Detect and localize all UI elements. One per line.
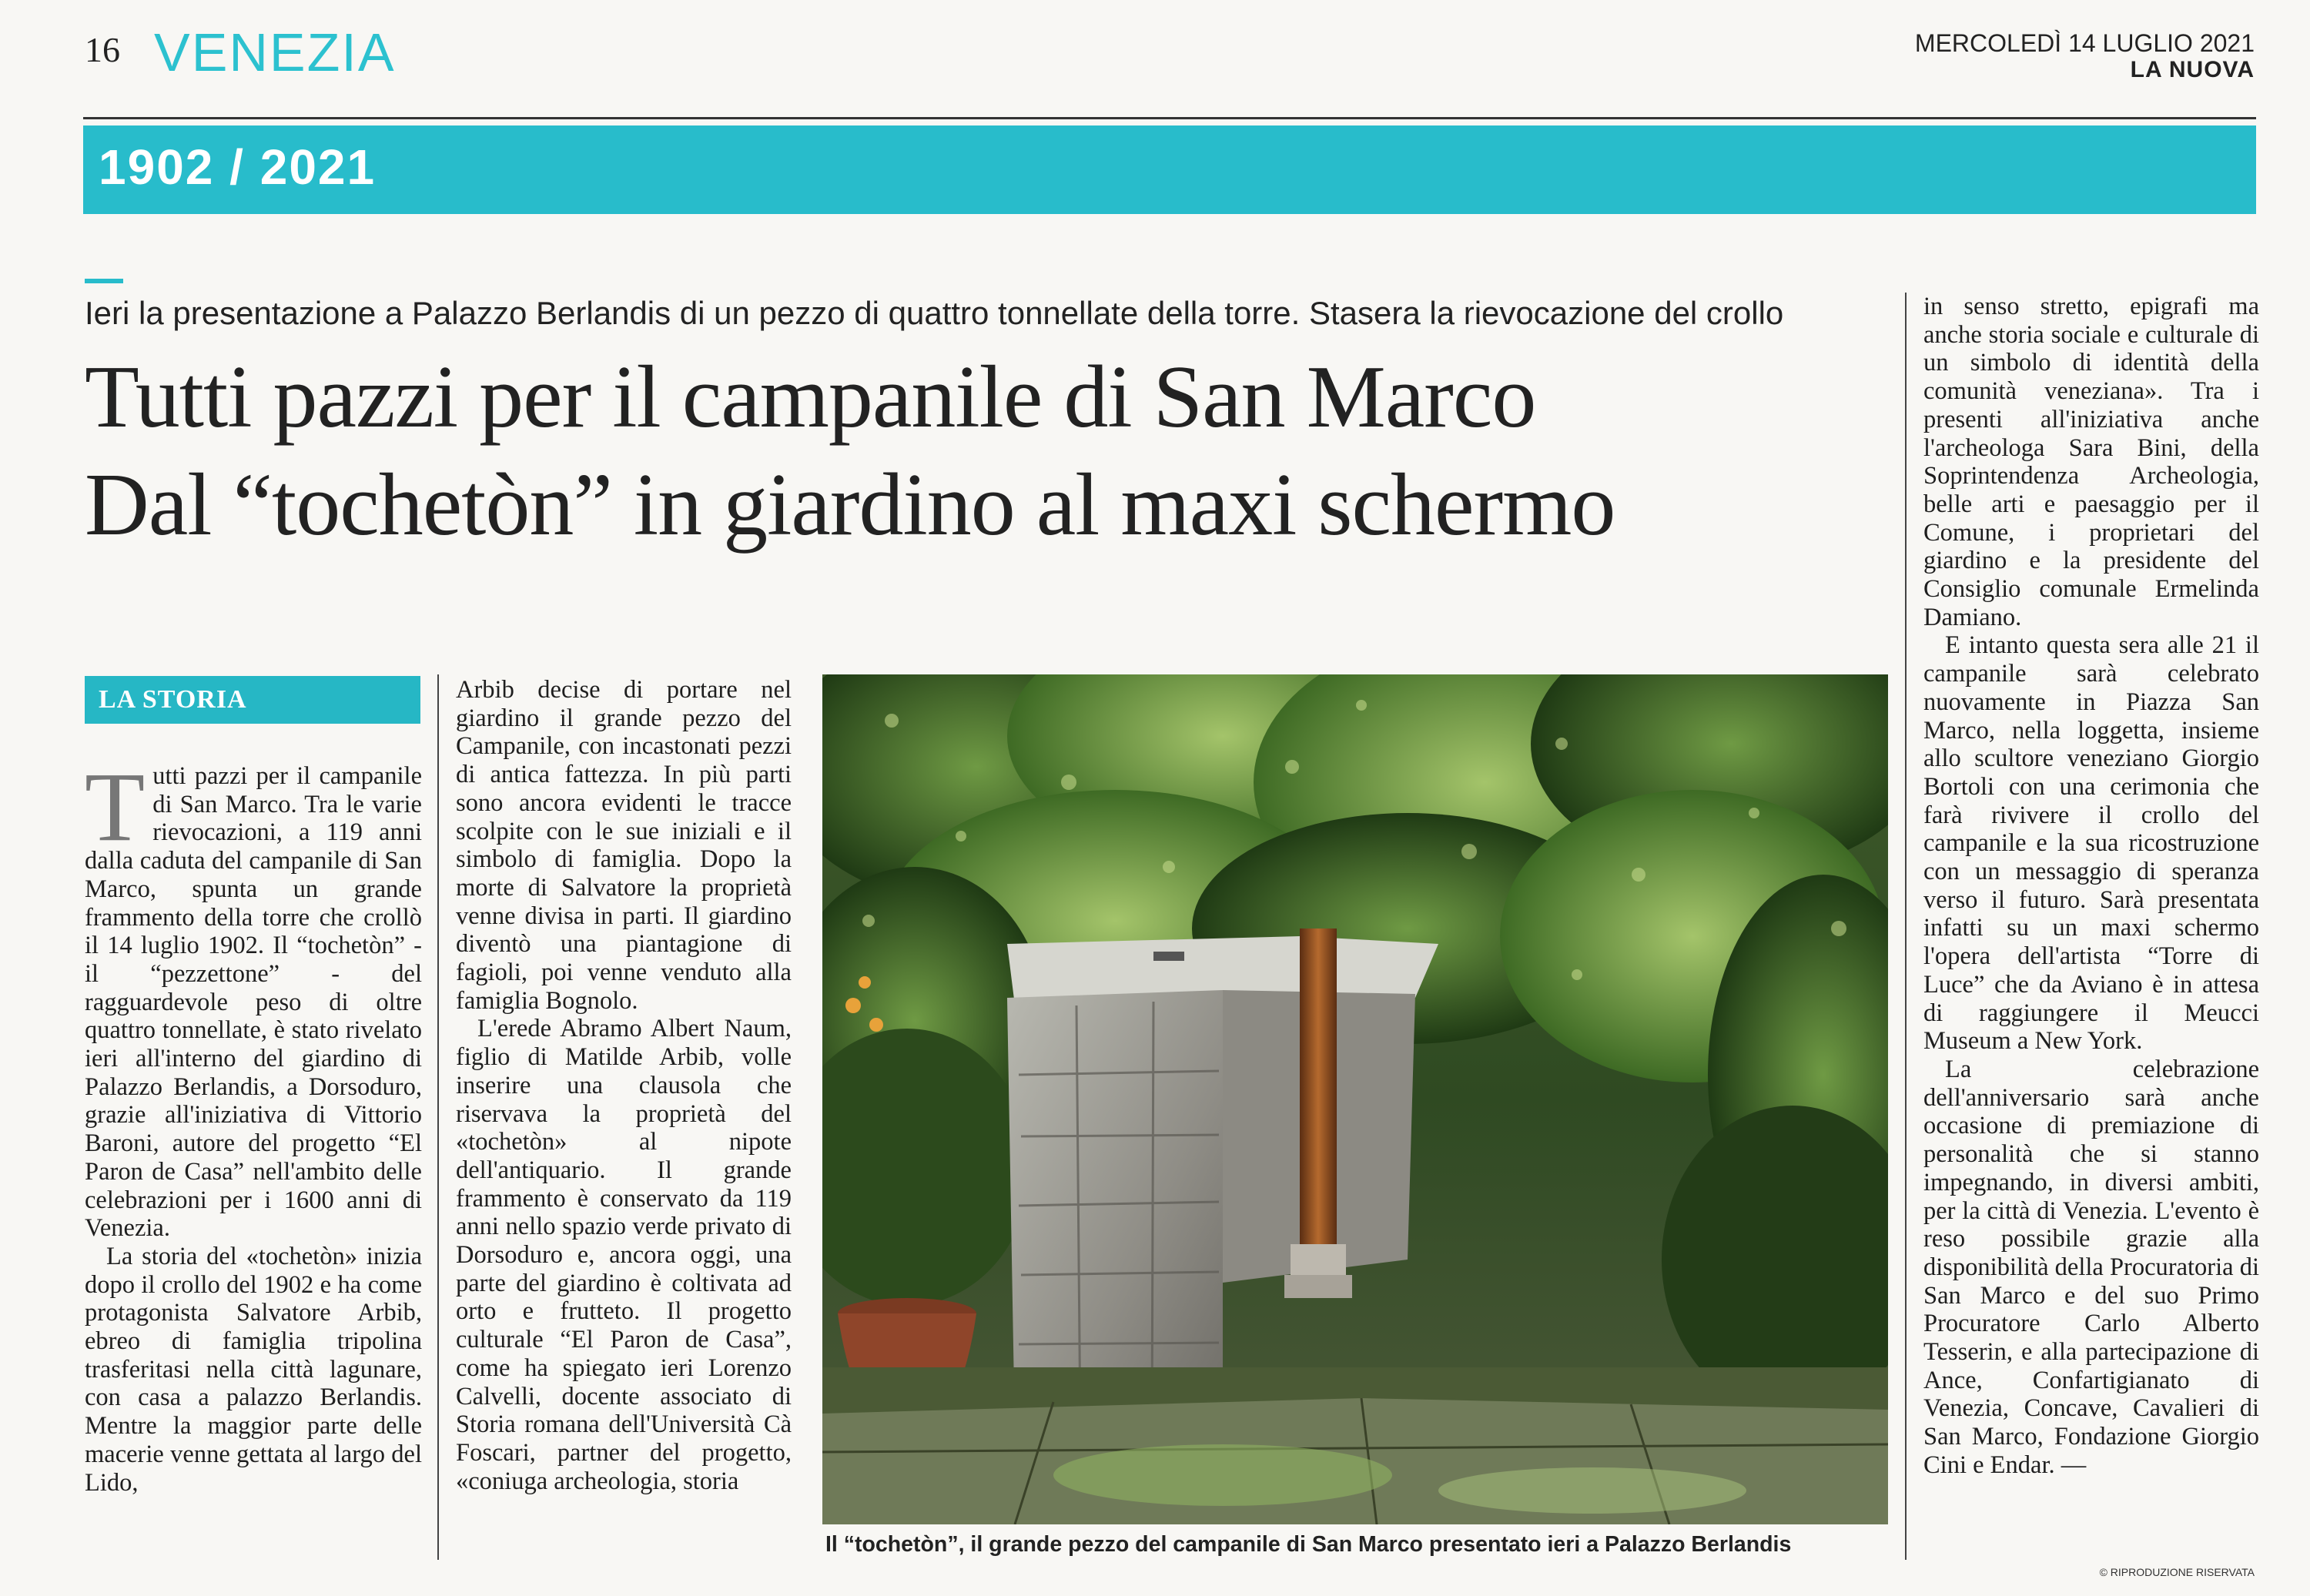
column-divider-2 [1905,293,1907,1560]
column-1-paragraph-1 [85,752,422,1243]
column-3-paragraph-3: La celebrazione dell'anniversario sarà anche occasione di premiazione di personalità che si stanno impegnando, in diversi ambiti, per la città di Venezia. L'evento è reso possibile grazie alla disponibilità della Procuratoria di San Marco e del suo Primo Procuratore Carlo Alberto Tesserin, e alla partecipazione di Ance, Confartigianato di Venezia, Concave, Cavalieri di San Marco, Fondazione Giorgio Cini e Endar. — [1923,1055,2259,1479]
photo-caption: Il “tochetòn”, il grande pezzo del campanile di San Marco presentato ieri a Palazzo Berlandis [825,1532,1792,1557]
article-column-3 [1923,293,2259,1480]
article-column-2 [456,676,792,1495]
garden-stone-fragment-photo [822,674,1888,1524]
column-2-paragraph-1: Arbib decise di portare nel giardino il grande pezzo del Campanile, con incastonati pezzi di antica fattezza. In più parti sono ancora evidenti le tracce scolpite con le sue iniziali e il simbolo di famiglia. Dopo la morte di Salvatore la proprietà venne divisa in parti. Il giardino diventò una piantagione di fagioli, poi venne venduto alla famiglia Bognolo. [456,676,792,1015]
column-2-paragraph-2: L'erede Abramo Albert Naum, figlio di Matilde Arbib, volle inserire una clausola che riservava la proprietà del «tochetòn» al nipote dell'antiquario. Il grande frammento è conservato da 119 anni nello spazio verde privato di Dorsoduro e, ancora oggi, una parte del giardino è coltivata ad orto e frutteto. Il progetto culturale “El Paron de Casa”, come ha spiegato ieri Lorenzo Calvelli, docente associato di Storia romana dell'Università Cà Foscari, partner del progetto, «coniuga archeologia, storia [456,1015,792,1495]
headline-line-2: Dal “tochetòn” in giardino al maxi schermo [85,456,1615,554]
copyright-notice: © RIPRODUZIONE RISERVATA [2099,1566,2255,1578]
section-name: VENEZIA [154,22,396,82]
article-kicker: Ieri la presentazione a Palazzo Berlandis di un pezzo di quattro tonnellate della torre. Stasera la rievocazione del crollo [85,295,1784,331]
column-3-paragraph-2: E intanto questa sera alle 21 il campanile sarà celebrato nuovamente in Piazza San Marco, nella loggetta, insieme allo scultore veneziano Giorgio Bortoli con una cerimonia che farà rivivere il crollo del campanile e la sua ricostruzione con un messaggio di speranza verso il futuro. Sarà presentata infatti su un maxi schermo l'opera dell'artista “Torre di Luce” che da Aviano è in attesa di raggiungere il Meucci Museum a New York. [1923,631,2259,1056]
masthead: LA NUOVA [2130,57,2255,82]
publication-date: MERCOLEDÌ 14 LUGLIO 2021 [1914,29,2255,57]
column-1-paragraph-2: La storia del «tochetòn» inizia dopo il crollo del 1902 e ha come protagonista Salvatore Arbib, ebreo di famiglia tripolina trasferitasi nella città lagunare, con casa a palazzo Berlandis. Mentre la maggior parte delle macerie venne gettata al largo del Lido, [85,1242,422,1497]
anniversary-banner [83,125,2256,214]
column-3-paragraph-1: in senso stretto, epigrafi ma anche storia sociale e culturale di un simbolo di identità della comunità veneziana». Tra i presenti all'iniziativa anche l'archeologa Sara Bini, della Soprintendenza Archeologia, belle arti e paesaggio per il Comune, i proprietari del giardino e la presidente del Consiglio comunale Ermelinda Damiano. [1923,293,2259,631]
banner-label: 1902 / 2021 [99,139,377,195]
article-column-1 [85,752,422,1497]
headline-line-1: Tutti pazzi per il campanile di San Marco [85,348,1536,447]
column-divider-1 [437,674,439,1560]
page-number: 16 [85,30,120,69]
drop-cap: T [85,752,146,862]
kicker-accent-bar [85,279,123,283]
section-label: LA STORIA [99,685,247,714]
article-photo [822,674,1888,1524]
column-1-paragraph-1-text: utti pazzi per il campanile di San Marco. Tra le varie rievocazioni, a 119 anni dalla caduta del campanile di San Marco, spunta un grande frammento della torre che crollò il 14 luglio 1902. Il “tochetòn” - il “pezzettone” - del ragguardevole peso di oltre quattro tonnellate, è stato rivelato ieri all'interno del giardino di Palazzo Berlandis, a Dorsoduro, grazie all'iniziativa di Vittorio Baroni, autore del progetto “El Paron de Casa” nell'ambito delle celebrazioni per i 1600 anni di Venezia. [85,762,422,1243]
header-divider [83,117,2256,119]
